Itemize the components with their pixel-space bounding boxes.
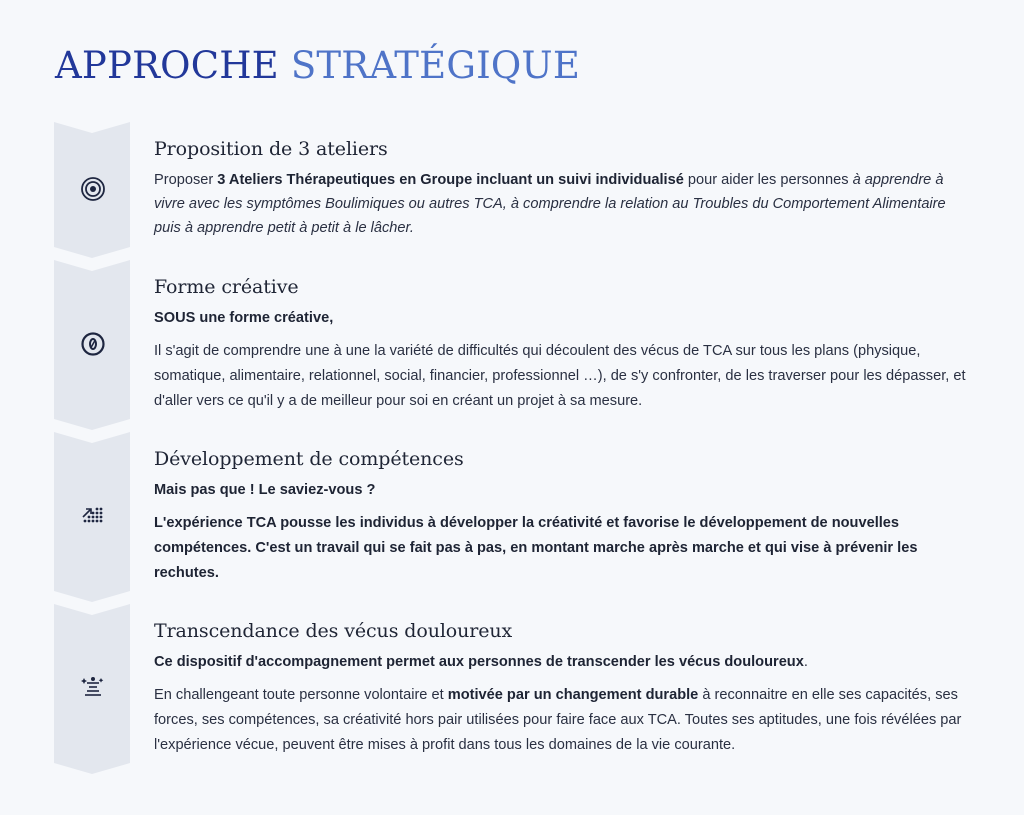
step-2 — [154, 276, 974, 422]
step-4-lead: Ce dispositif d'accompagnement permet aux personnes de transcender les vécus douloureux. — [154, 654, 808, 670]
step-1-heading: Proposition de 3 ateliers — [154, 138, 388, 160]
step-1 — [154, 138, 974, 248]
zero-badge-icon — [80, 331, 106, 357]
step-2-paragraph: Il s'agit de comprendre une à une la variété de difficultés qui découlent des vécus de TCA sur tous les plans (physique, somatique, alimentaire, relationnel, social, financier, professionnel …), de s'y confronter, de les traverser pour les dépasser, et d'aller vers ce qu'il y a de meilleur pour soi en créant un projet à sa mesure. — [154, 343, 966, 409]
page-title — [55, 44, 580, 87]
step-4-paragraph: En challengeant toute personne volontaire et motivée par un changement durable à reconnaitre en elle ses capacités, ses forces, ses compétences, sa créativité hors pair utilisées pour faire face aux TCA. Toutes ses aptitudes, une fois révélées par l'expérience vécue, peuvent être mises à profit dans tous les domaines de la vie courante. — [154, 687, 962, 753]
step-4 — [154, 620, 974, 766]
transcend-icon — [80, 675, 106, 701]
step-4-heading: Transcendance des vécus douloureux — [154, 620, 513, 642]
page-title-part2: STRATÉGIQUE — [290, 44, 581, 87]
step-2-lead: SOUS une forme créative, — [154, 310, 334, 326]
growth-arrow-icon — [80, 503, 106, 529]
page-title-part1: APPROCHE — [55, 44, 279, 87]
step-3 — [154, 448, 974, 594]
step-3-lead: Mais pas que ! Le saviez-vous ? — [154, 482, 376, 498]
step-3-paragraph: L'expérience TCA pousse les individus à développer la créativité et favorise le développement de nouvelles compétences. C'est un travail qui se fait pas à pas, en montant marche après marche et qui vise à prévenir les rechutes. — [154, 515, 918, 581]
step-1-paragraph: Proposer 3 Ateliers Thérapeutiques en Groupe incluant un suivi individualisé pour aider les personnes à apprendre à vivre avec les symptômes Boulimiques ou autres TCA, à comprendre la relation au Troubles du Comportement Alimentaire puis à apprendre petit à petit à le lâcher. — [154, 172, 946, 236]
step-3-heading: Développement de compétences — [154, 448, 464, 470]
target-icon — [80, 176, 106, 202]
step-2-heading: Forme créative — [154, 276, 299, 298]
